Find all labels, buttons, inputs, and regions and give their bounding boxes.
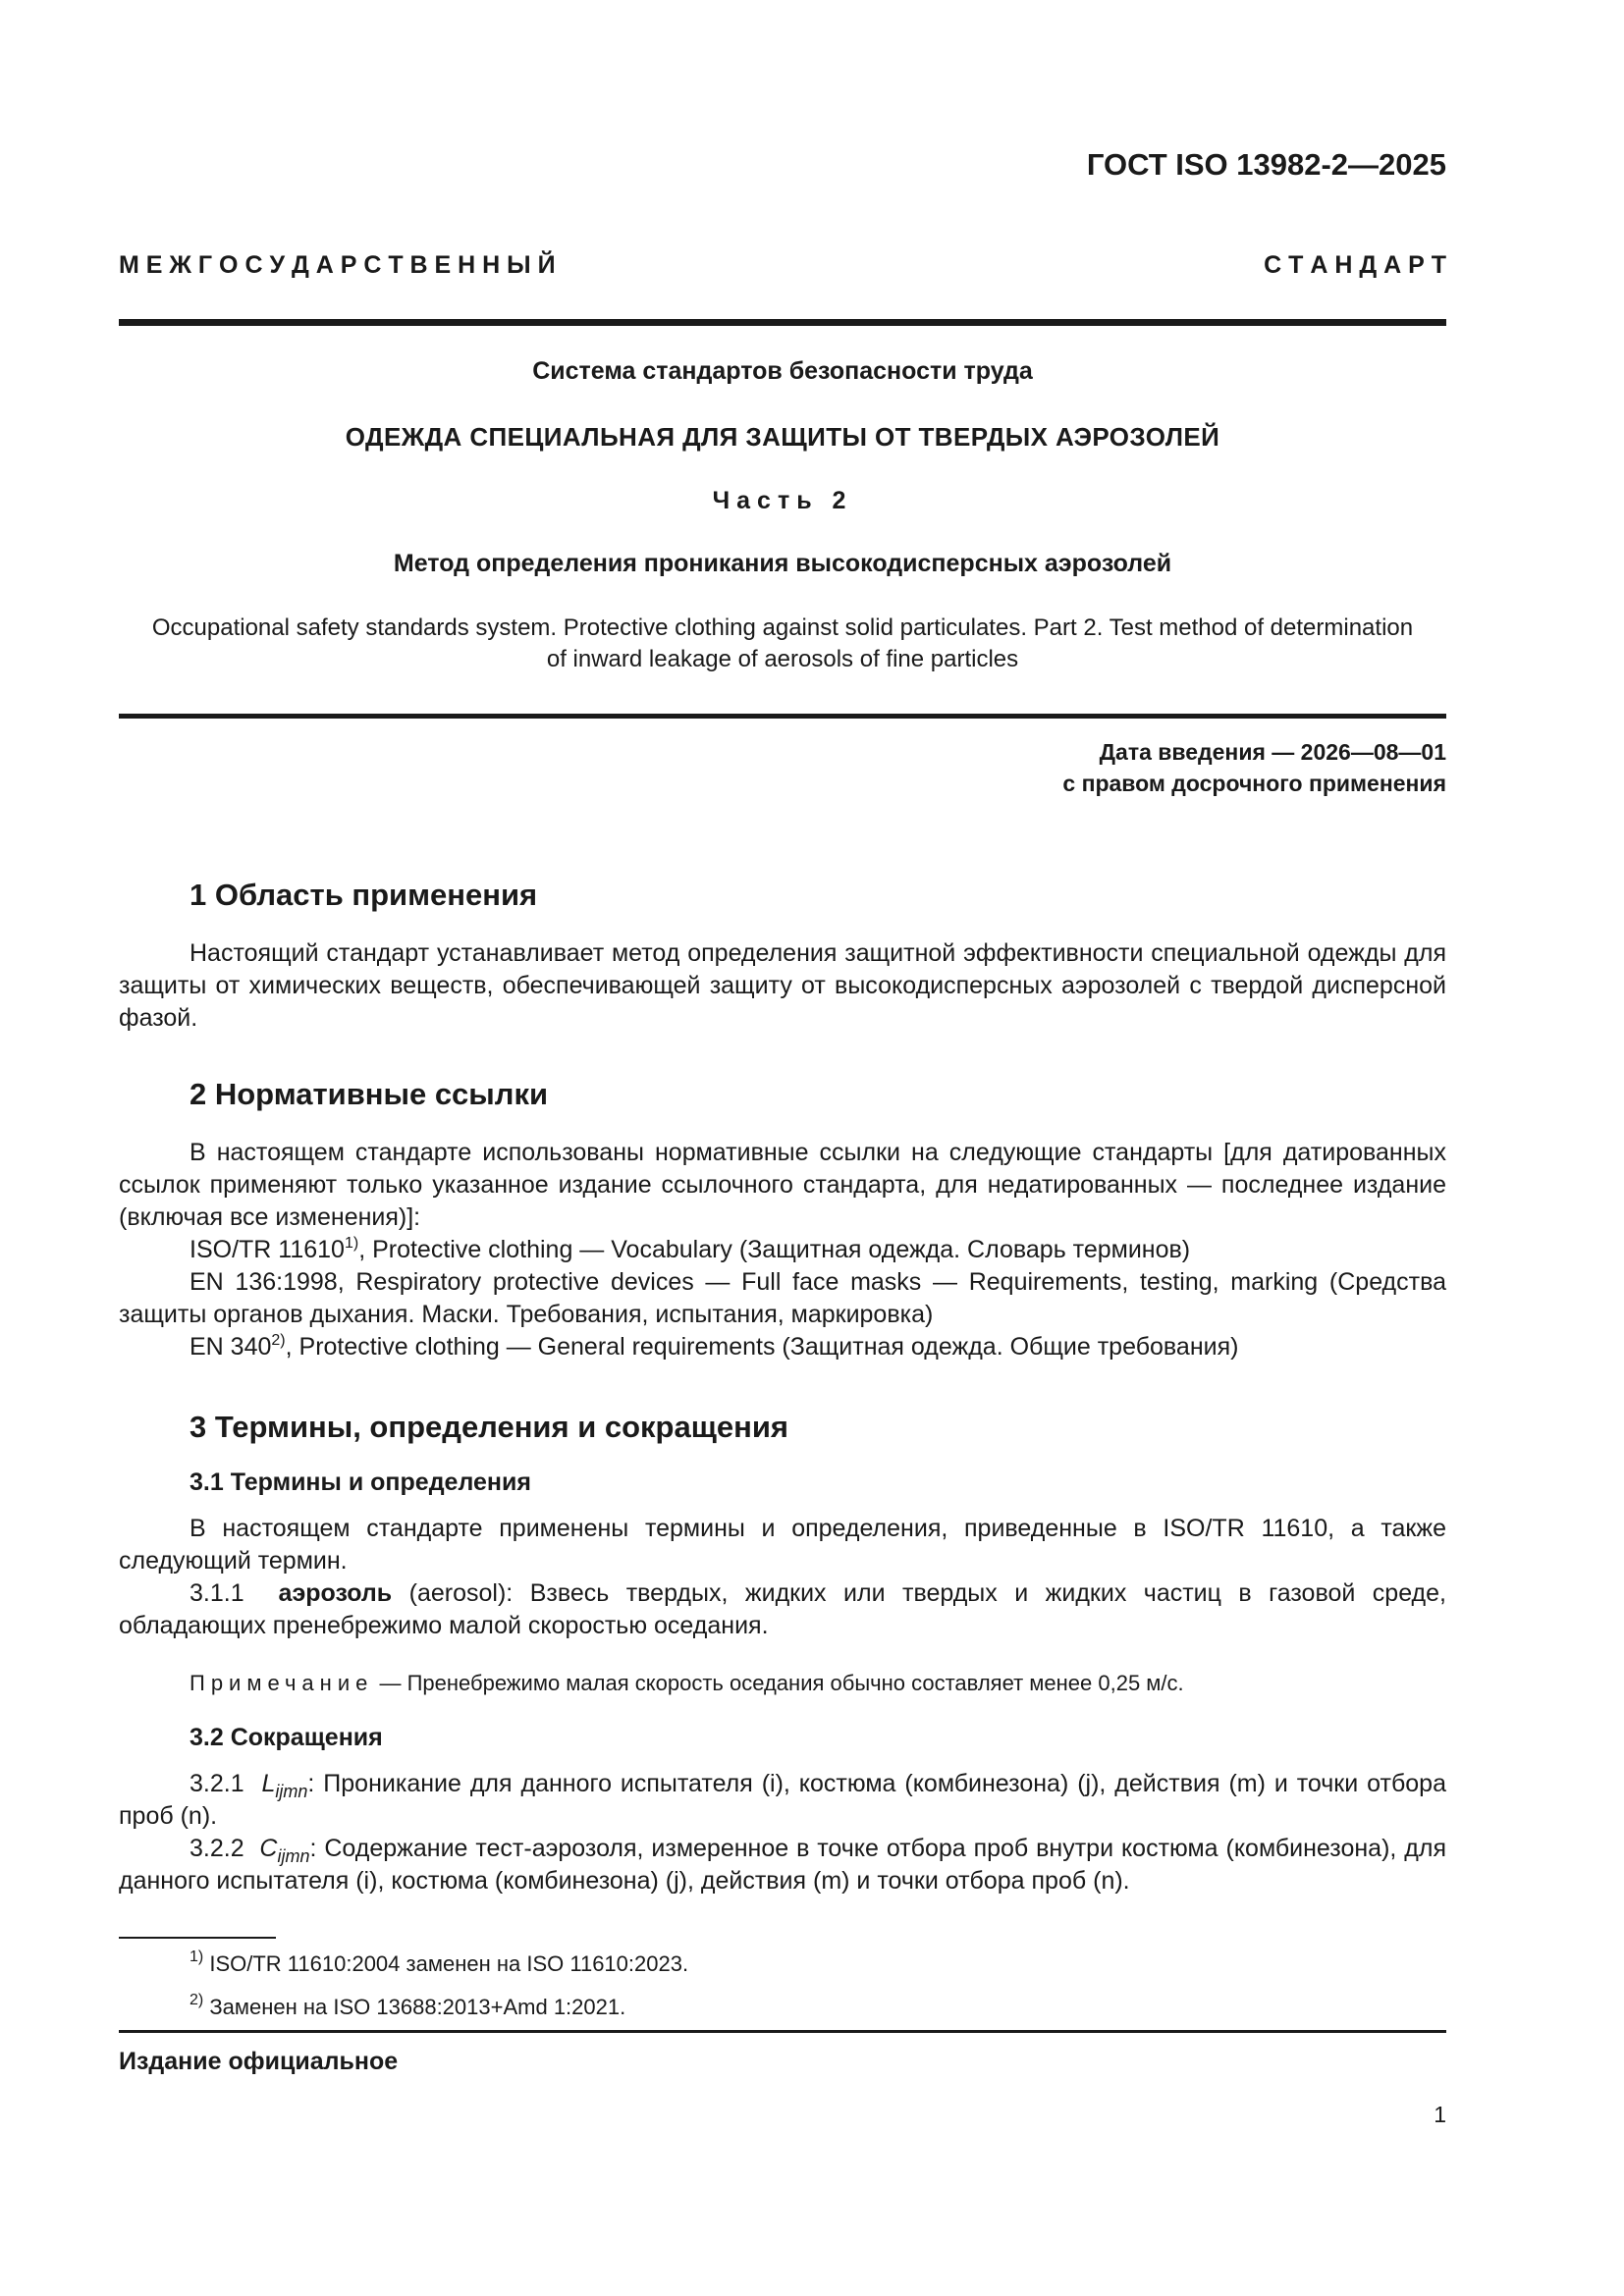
- reference-2: EN 136:1998, Respiratory protective devices — Full face masks — Requirements, testing, marking (Средства защиты органов дыхания. Маски. Требования, испытания, маркировка): [119, 1268, 1446, 1328]
- introduction-date-block: [119, 736, 1446, 799]
- section-3-1-body: [119, 1513, 1446, 1642]
- footnote-mark-2: 2): [271, 1332, 286, 1349]
- abbreviation-1-subscript: ijmn: [275, 1782, 308, 1801]
- interstate-standard-banner: [119, 251, 1446, 280]
- footnote-1-mark: 1): [189, 1949, 204, 1965]
- reference-3-code: EN 340: [189, 1333, 272, 1361]
- note: [189, 1671, 1184, 1696]
- term-word: аэрозоль: [278, 1579, 393, 1607]
- header-rule-top: [119, 319, 1446, 326]
- document-code: ГОСТ ISO 13982-2—2025: [1086, 147, 1446, 182]
- official-edition-label: Издание официальное: [119, 2048, 399, 2075]
- footnote-separator: [119, 1937, 276, 1939]
- reference-3: [119, 1331, 1446, 1363]
- note-label: Примечание: [189, 1671, 374, 1695]
- english-title: [119, 613, 1446, 675]
- early-application-note: с правом досрочного применения: [1062, 771, 1446, 796]
- term-number: 3.1.1: [189, 1579, 244, 1607]
- footnote-1-text: ISO/TR 11610:2004 заменен на ISO 11610:2023.: [209, 1951, 689, 1976]
- abbreviation-2-subscript: ijmn: [277, 1846, 310, 1866]
- section-1-body: [119, 937, 1446, 1035]
- term-definition: (aerosol): Взвесь твердых, жидких или твердых и жидких частиц в газовой среде, обладающих пренебрежимо малой скоростью оседания.: [119, 1579, 1446, 1639]
- note-text: — Пренебрежимо малая скорость оседания обычно составляет менее 0,25 м/с.: [373, 1671, 1184, 1695]
- abbreviation-2-text: : Содержание тест-аэрозоля, измеренное в точке отбора проб внутри костюма (комбинезона), для данного испытателя (i), костюма (комбинезона) (j), действия (m) и точки отбора проб (n).: [119, 1835, 1446, 1895]
- reference-3-text: , Protective clothing — General requirements (Защитная одежда. Общие требования): [285, 1333, 1239, 1361]
- page-number: 1: [1434, 2102, 1446, 2127]
- banner-word-interstate: М Е Ж Г О С У Д А Р С Т В Е Н Н Ы Й: [119, 251, 556, 279]
- abbreviation-2-number: 3.2.2: [189, 1835, 244, 1862]
- section-1-paragraph: Настоящий стандарт устанавливает метод определения защитной эффективности специальной одежды для защиты от химических веществ, обеспечивающей защиту от высокодисперсных аэрозолей с твердой дисперсной фазой.: [119, 939, 1446, 1032]
- reference-1-code: ISO/TR 11610: [189, 1236, 345, 1263]
- footnote-2-mark: 2): [189, 1992, 204, 2008]
- section-3-1-intro: В настоящем стандарте применены термины и определения, приведенные в ISO/TR 11610, а также следующий термин.: [119, 1515, 1446, 1575]
- reference-1-text: , Protective clothing — Vocabulary (Защитная одежда. Словарь терминов): [358, 1236, 1191, 1263]
- footer-rule: [119, 2030, 1446, 2033]
- abbreviation-1: [119, 1768, 1446, 1833]
- section-3-heading: 3 Термины, определения и сокращения: [189, 1410, 788, 1444]
- section-1-heading: 1 Область применения: [189, 878, 538, 912]
- section-2-intro: В настоящем стандарте использованы нормативные ссылки на следующие стандарты [для датированных ссылок применяют только указанное издание ссылочного стандарта, для недатированных — последнее издание (включая все изменения)]:: [119, 1139, 1446, 1231]
- section-2-heading: 2 Нормативные ссылки: [189, 1077, 549, 1111]
- system-title: Система стандартов безопасности труда: [532, 357, 1033, 385]
- part-label: Часть 2: [712, 487, 853, 514]
- introduction-date: Дата введения — 2026—08—01: [1099, 739, 1446, 765]
- abbreviation-1-symbol: L: [261, 1770, 276, 1797]
- english-title-line-2: of inward leakage of aerosols of fine particles: [546, 646, 1019, 672]
- footnote-2-text: Заменен на ISO 13688:2013+Amd 1:2021.: [209, 1995, 626, 2019]
- footnote-mark-1: 1): [344, 1235, 359, 1252]
- abbreviation-1-text: : Проникание для данного испытателя (i), костюма (комбинезона) (j), действия (m) и точки отбора проб (n).: [119, 1770, 1446, 1830]
- reference-1: [119, 1234, 1446, 1266]
- banner-word-standard: С Т А Н Д А Р Т: [1264, 251, 1446, 279]
- section-3-2-heading: 3.2 Сокращения: [189, 1724, 383, 1751]
- term-aerosol: [119, 1577, 1446, 1642]
- footnote-2: [189, 1992, 626, 2020]
- section-3-2-body: [119, 1768, 1446, 1897]
- subtitle: Метод определения проникания высокодисперсных аэрозолей: [393, 550, 1172, 577]
- section-2-body: [119, 1137, 1446, 1363]
- abbreviation-2: [119, 1833, 1446, 1897]
- header-rule-bottom: [119, 714, 1446, 719]
- footnote-1: [189, 1951, 688, 1977]
- english-title-line-1: Occupational safety standards system. Protective clothing against solid particulates. Part 2. Test method of determination: [151, 614, 1414, 641]
- section-3-1-heading: 3.1 Термины и определения: [189, 1468, 531, 1496]
- abbreviation-1-number: 3.2.1: [189, 1770, 244, 1797]
- main-title: ОДЕЖДА СПЕЦИАЛЬНАЯ ДЛЯ ЗАЩИТЫ ОТ ТВЕРДЫХ АЭРОЗОЛЕЙ: [345, 422, 1220, 452]
- abbreviation-2-symbol: C: [259, 1835, 278, 1862]
